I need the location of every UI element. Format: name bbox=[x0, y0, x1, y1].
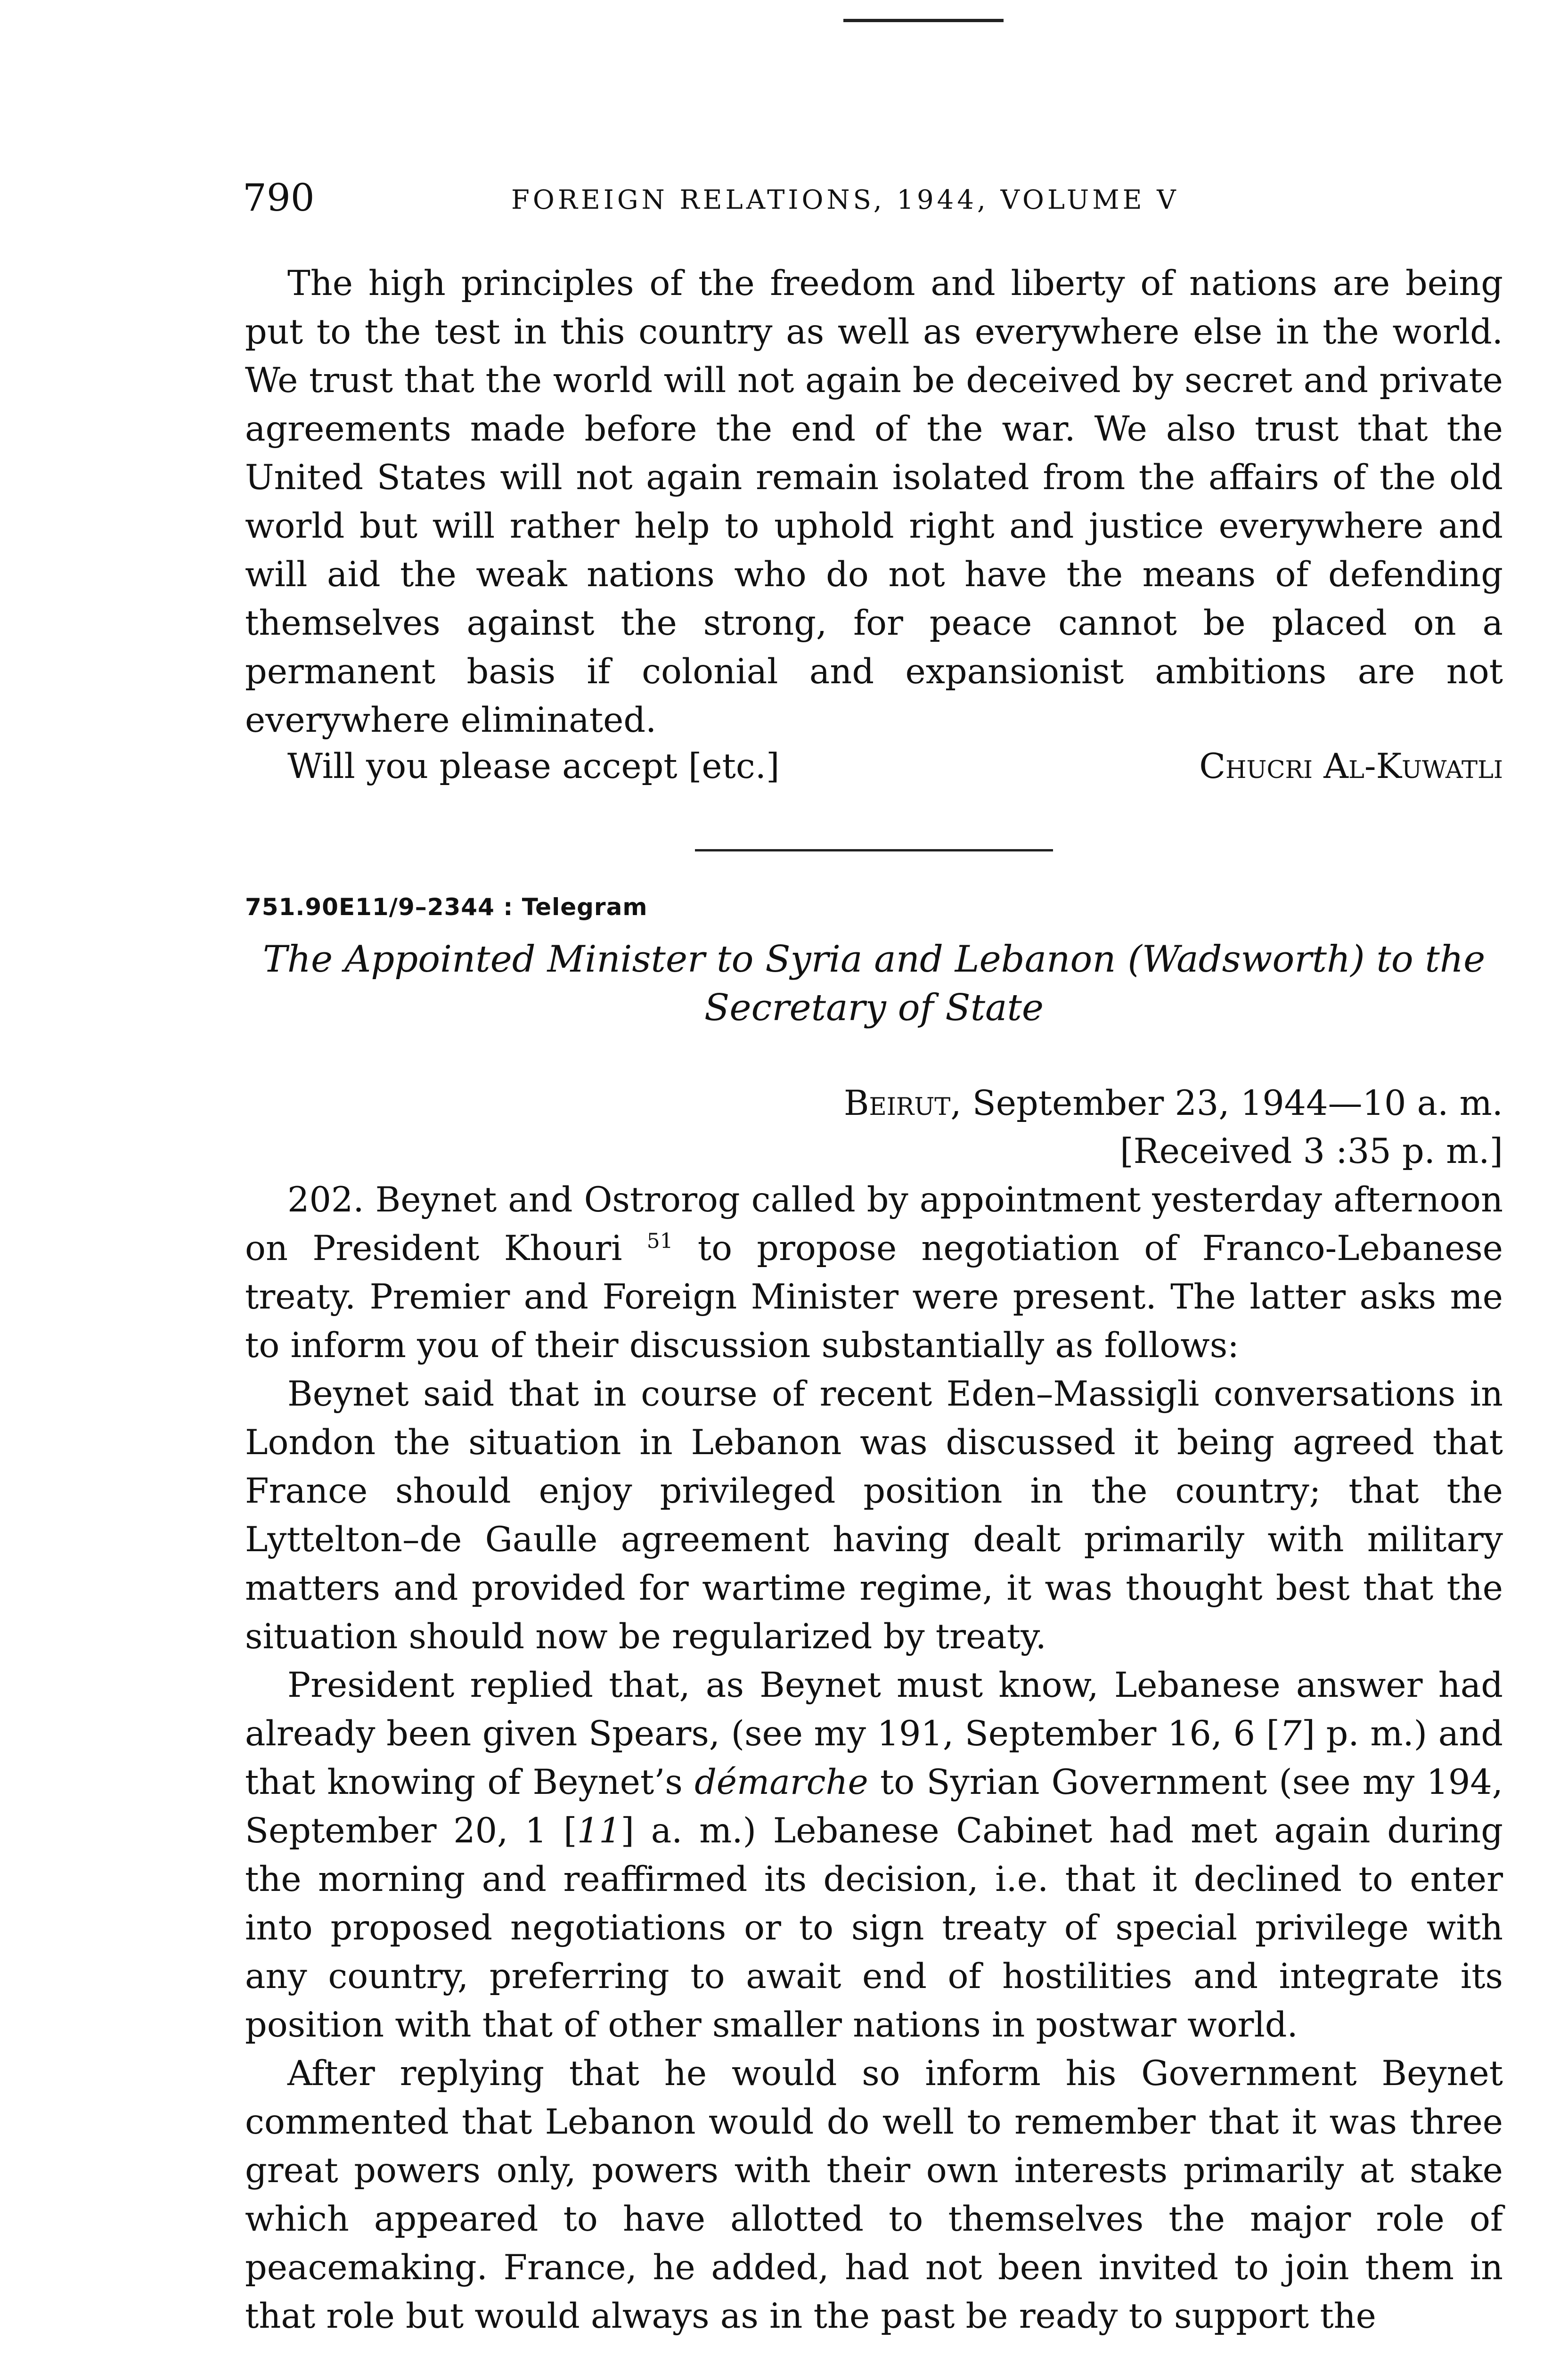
editorial-correction: 7 bbox=[1280, 1714, 1302, 1754]
running-title: FOREIGN RELATIONS, 1944, VOLUME V bbox=[511, 185, 1179, 215]
telegram-paragraph-2: Beynet said that in course of recent Eden–Massigli conversations in London the situation in Lebanon was discussed it being agreed that France should enjoy privileged position in the country; that the Lyttelton–de Gaulle agreement having dealt primarily with military matters and provided for wartime regime, it was thought best that the situation should now be regularized by treaty. bbox=[245, 1374, 1503, 1657]
document-title bbox=[245, 935, 1503, 1032]
italic-term: démarche bbox=[694, 1762, 868, 1802]
paragraph-3-text-c: ] p. m.) and that knowing of Beynet’s bbox=[245, 1714, 1503, 1802]
dateline-date: , September 23, 1944—10 a. m. bbox=[950, 1083, 1503, 1123]
preceding-letter-text bbox=[245, 259, 1503, 744]
document-title-line-2: Secretary of State bbox=[704, 987, 1044, 1029]
letter-paragraph: The high principles of the freedom and liberty of nations are being put to the test in this country as well as everywhere else in the world. We trust that the world will not again be deceived by secret and private agreements made before the end of the war. We also trust that the United States will not again remain isolated from the affairs of the old world but will rather help to uphold right and justice everywhere and will aid the weak nations who do not have the means of defending themselves against the strong, for peace cannot be placed on a permanent basis if colonial and expansionist ambitions are not everywhere eliminated. bbox=[245, 263, 1503, 740]
paragraph-3-text-e: to Syrian Government (see my 194, September 20, 1 [ bbox=[245, 1762, 1503, 1851]
complimentary-close: Will you please accept [etc.] bbox=[287, 746, 780, 786]
section-divider bbox=[695, 849, 1053, 851]
telegram-paragraph-4: After replying that he would so inform his Government Beynet commented that Lebanon would do well to remember that it was three great powers only, powers with their own interests primarily at stake which appeared to have allotted to themselves the major role of peacemaking. France, he added, had not been invited to join them in that role but would always as in the past be ready to support the bbox=[245, 2053, 1503, 2336]
dateline-place: Beirut bbox=[843, 1083, 951, 1123]
dateline bbox=[844, 1079, 1503, 1128]
paragraph-1-start: 202. Beynet and Ostrorog called by appointment yesterday afternoon on President Khouri bbox=[245, 1180, 1503, 1268]
signature: Chucri Al-Kuwatli bbox=[1199, 746, 1503, 786]
paragraph-3-text-g: ] a. m.) Lebanese Cabinet had met again during the morning and reaffirmed its decision, i.e. that it declined to enter into proposed negotiations or to sign treaty of special privilege with any country, preferring to await end of hostilities and integrate its position with that of other smaller nations in postwar world. bbox=[245, 1811, 1503, 2045]
received-note: [Received 3 :35 p. m.] bbox=[1120, 1131, 1503, 1171]
letter-closing bbox=[245, 742, 1503, 791]
page-header bbox=[243, 177, 1515, 219]
page-number: 790 bbox=[243, 176, 315, 220]
file-reference: 751.90E11/9–2344 : Telegram bbox=[245, 893, 648, 921]
top-rule bbox=[843, 19, 1004, 22]
telegram-paragraph-3 bbox=[245, 1661, 1503, 2049]
telegram-paragraph-1 bbox=[245, 1176, 1503, 1370]
paragraph-1-end: to propose negotiation of Franco-Lebanese treaty. Premier and Foreign Minister were present. The latter asks me to inform you of their discussion substantially as follows: bbox=[245, 1228, 1503, 1366]
telegram-body bbox=[245, 1176, 1503, 2340]
editorial-correction: 11 bbox=[577, 1811, 621, 1851]
footnote-reference: 51 bbox=[646, 1229, 673, 1253]
document-title-line-1: The Appointed Minister to Syria and Lebanon (Wadsworth) to the bbox=[262, 938, 1486, 981]
paragraph-3-text-a: President replied that, as Beynet must know, Lebanese answer had already been given Spears, (see my 191, September 16, 6 [ bbox=[245, 1665, 1503, 1754]
